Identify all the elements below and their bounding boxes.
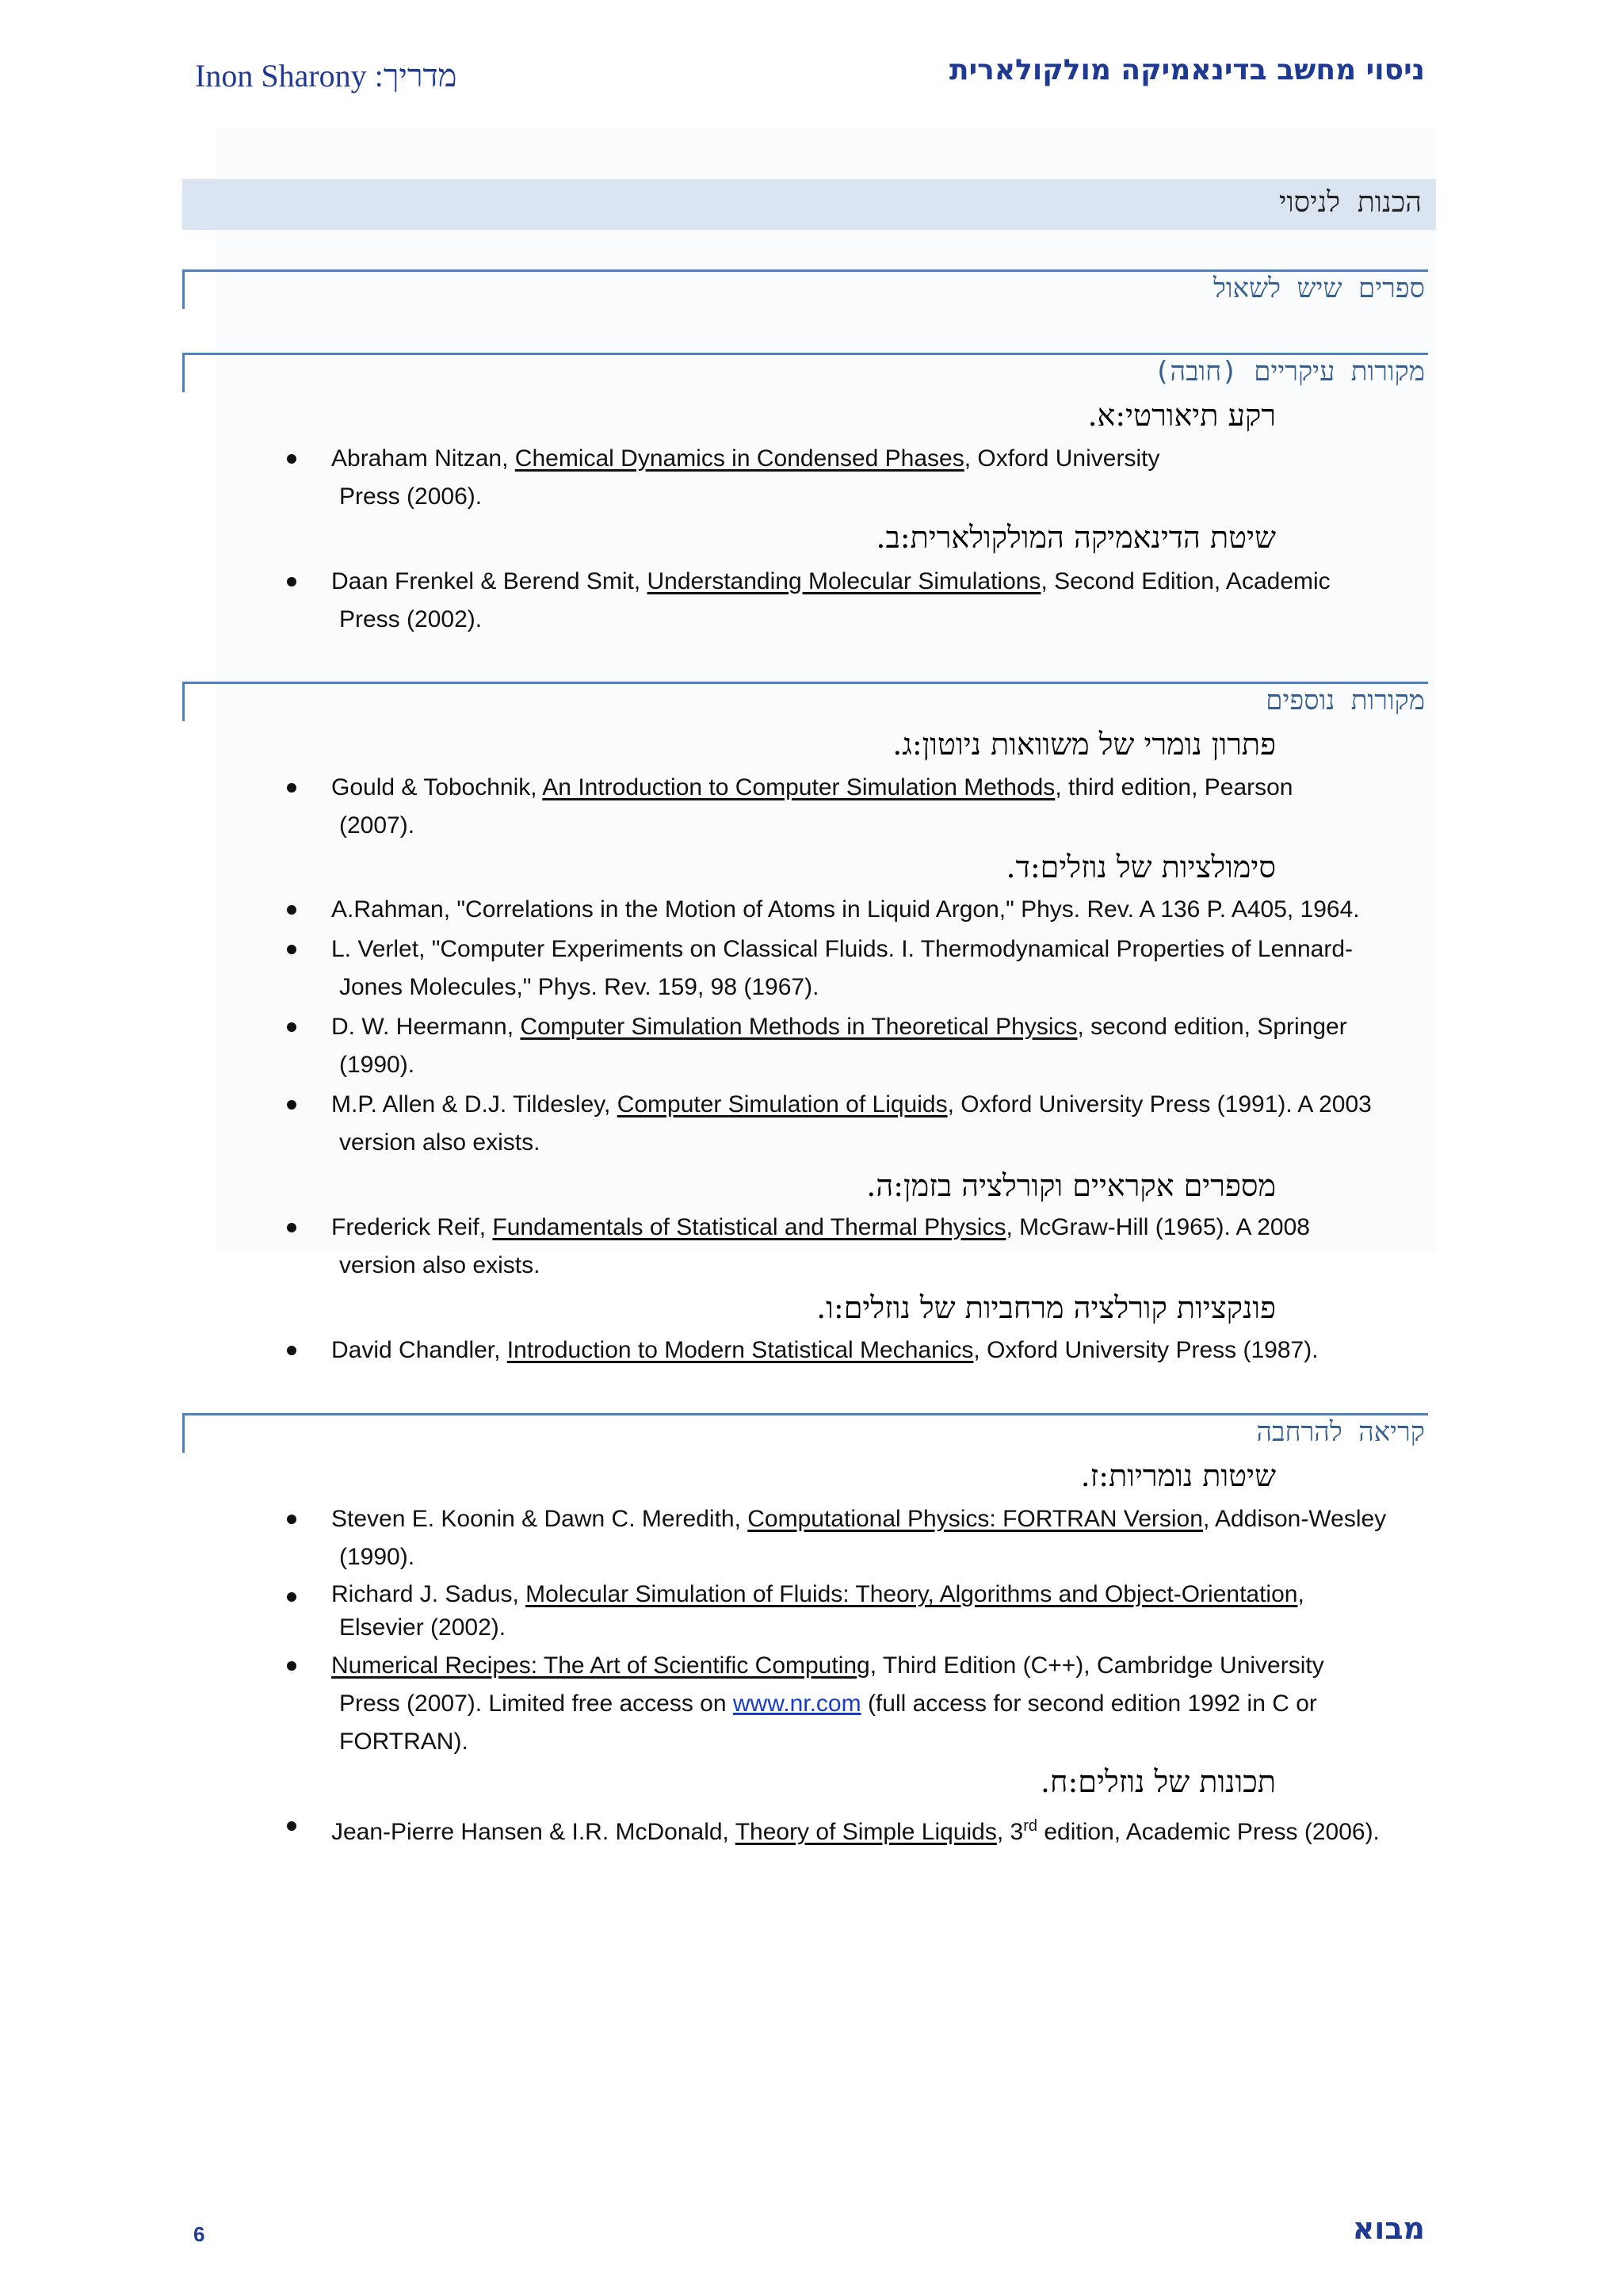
reference-publisher: , Oxford University Press (1991). A 2003 — [947, 1091, 1372, 1117]
subheading-marker: ו. — [816, 1290, 834, 1325]
reference-item — [290, 1209, 1439, 1285]
bullet — [287, 1821, 296, 1831]
section-rule-tick — [182, 353, 185, 392]
bullet — [287, 1515, 296, 1524]
reference-item — [290, 563, 1439, 639]
reference-publisher: , McGraw-Hill (1965). A 2008 — [1006, 1214, 1310, 1240]
section-title-additional-sources: מקורות נוספים — [1266, 685, 1425, 716]
reference-authors: Daan Frenkel & Berend Smit, — [331, 568, 647, 594]
reference-continuation: FORTRAN). — [339, 1729, 468, 1755]
reference-publisher: , Addison-Wesley — [1202, 1506, 1387, 1532]
reference-authors: Jean-Pierre Hansen & I.R. McDonald, — [331, 1819, 735, 1845]
reference-publisher: , 3 — [996, 1819, 1024, 1845]
subheading — [1059, 1458, 1276, 1494]
section-rule-tick — [182, 682, 185, 721]
reference-authors: M.P. Allen & D.J. Tildesley, — [331, 1091, 617, 1117]
subheading-label: תכונות של נוזלים: — [1067, 1764, 1276, 1799]
reference-publisher: , third edition, Pearson — [1055, 774, 1293, 800]
reference-item — [290, 1578, 1439, 1645]
subheading-label: שיטות נומריות: — [1098, 1458, 1276, 1493]
subheading — [1018, 1764, 1276, 1800]
reference-continuation: Press (2007). Limited free access on — [339, 1690, 733, 1717]
reference-item — [290, 440, 1233, 516]
section-title-books: ספרים שיש לשאול — [1213, 273, 1425, 304]
section-rule-tick — [182, 1413, 185, 1453]
section-rule — [182, 269, 1428, 272]
bullet — [287, 1223, 296, 1232]
bullet — [287, 1022, 296, 1032]
reference-continuation: (1990). — [339, 1052, 415, 1078]
subheading-label: פונקציות קורלציה מרחביות של נוזלים: — [833, 1290, 1276, 1325]
subheading — [794, 1290, 1276, 1326]
subheading — [983, 850, 1276, 885]
subheading — [854, 520, 1276, 556]
section-title-main-sources: מקורות עיקריים (חובה) — [1154, 356, 1425, 388]
section-rule — [182, 353, 1428, 355]
reference-authors: D. W. Heermann, — [331, 1014, 521, 1040]
bullet — [287, 1346, 296, 1355]
bullet — [287, 1100, 296, 1110]
subheading — [1065, 398, 1276, 434]
subheading-marker: ד. — [1006, 850, 1030, 884]
section-rule — [182, 682, 1428, 684]
subheading-label: סימולציות של נוזלים: — [1029, 850, 1276, 884]
bullet — [287, 1592, 296, 1602]
reference-continuation: (2007). — [339, 812, 415, 839]
reference-publisher: , Oxford University Press (1987). — [973, 1337, 1319, 1363]
reference-continuation: version also exists. — [339, 1129, 540, 1156]
subheading-marker: ג. — [892, 727, 912, 762]
reference-title: Numerical Recipes: The Art of Scientific Computing — [331, 1652, 870, 1679]
subheading-marker: ז. — [1080, 1458, 1099, 1493]
reference-item — [290, 1008, 1439, 1084]
subheading-marker: ח. — [1040, 1764, 1068, 1799]
section-rule-tick — [182, 269, 185, 309]
reference-publisher: , second edition, Springer — [1077, 1014, 1347, 1040]
course-title: ניסוי מחשב בדינאמיקה מולקולארית — [949, 54, 1425, 86]
footer-chapter-title: מבוא — [1352, 2211, 1425, 2246]
reference-item — [290, 930, 1439, 1007]
reference-continuation: Press (2002). — [339, 606, 483, 632]
instructor-label: Inon Sharony :מדריך — [195, 58, 457, 94]
bullet — [287, 945, 296, 954]
bullet — [287, 1661, 296, 1671]
reference-authors: Richard J. Sadus, — [331, 1581, 526, 1607]
reference-item — [290, 1647, 1439, 1761]
reference-item — [290, 1807, 1439, 1851]
subheading-label: מספרים אקראיים וקורלציה בזמן: — [893, 1168, 1276, 1203]
section-title-further-reading: קריאה להרחבה — [1256, 1416, 1425, 1448]
reference-continuation: Elsevier (2002). — [339, 1614, 506, 1641]
reference-item — [290, 1086, 1439, 1162]
reference-item — [290, 891, 1439, 929]
bullet — [287, 577, 296, 586]
reference-title: Understanding Molecular Simulations — [647, 568, 1041, 594]
subheading-marker: ב. — [876, 520, 900, 555]
reference-title: Fundamentals of Statistical and Thermal Physics — [492, 1214, 1006, 1240]
bullet — [287, 783, 296, 793]
subheading-marker: א. — [1087, 398, 1116, 433]
reference-authors: David Chandler, — [331, 1337, 507, 1363]
reference-text: L. Verlet, "Computer Experiments on Classical Fluids. I. Thermodynamical Properties of Lennard- — [331, 936, 1353, 962]
section-rule — [182, 1413, 1428, 1415]
subheading-marker: ה. — [866, 1168, 894, 1203]
reference-publisher: edition, Academic Press (2006). — [1037, 1819, 1380, 1845]
reference-publisher: , — [1297, 1581, 1304, 1607]
reference-title: Chemical Dynamics in Condensed Phases — [514, 445, 964, 472]
section-band — [182, 179, 1436, 230]
subheading-label: פתרון נומרי של משוואות ניוטון: — [911, 727, 1276, 762]
reference-title: Computer Simulation of Liquids — [617, 1091, 948, 1117]
subheading-label: רקע תיאורטי: — [1115, 398, 1276, 433]
reference-continuation: version also exists. — [339, 1252, 540, 1278]
reference-publisher: , Second Edition, Academic — [1041, 568, 1331, 594]
nr-website-link[interactable]: www.nr.com — [732, 1690, 861, 1717]
reference-continuation: (1990). — [339, 1544, 415, 1570]
reference-authors: Steven E. Koonin & Dawn C. Meredith, — [331, 1506, 748, 1532]
reference-authors: Frederick Reif, — [331, 1214, 493, 1240]
reference-title: An Introduction to Computer Simulation Methods — [542, 774, 1056, 800]
reference-publisher: , Oxford University — [964, 445, 1160, 472]
reference-item — [290, 769, 1439, 845]
reference-publisher: , Third Edition (C++), Cambridge University — [869, 1652, 1324, 1679]
reference-title: Molecular Simulation of Fluids: Theory, Algorithms and Object-Orientation — [525, 1581, 1298, 1607]
subheading — [844, 1168, 1276, 1204]
bullet — [287, 905, 296, 915]
reference-title: Computational Physics: FORTRAN Version — [747, 1506, 1203, 1532]
subheading — [870, 727, 1276, 762]
reference-title: Introduction to Modern Statistical Mechanics — [506, 1337, 974, 1363]
reference-continuation: (full access for second edition 1992 in C or — [861, 1690, 1317, 1717]
reference-continuation: Press (2006). — [339, 483, 483, 510]
superscript: rd — [1023, 1817, 1038, 1835]
reference-continuation: Jones Molecules," Phys. Rev. 159, 98 (1967). — [339, 974, 819, 1000]
reference-item — [290, 1331, 1439, 1370]
reference-title: Computer Simulation Methods in Theoretical Physics — [520, 1014, 1078, 1040]
reference-text: A.Rahman, "Correlations in the Motion of Atoms in Liquid Argon," Phys. Rev. A 136 P. A405, 1964. — [331, 896, 1360, 923]
subheading-label: שיטת הדינאמיקה המולקולארית: — [899, 520, 1276, 555]
reference-title: Theory of Simple Liquids — [735, 1819, 997, 1845]
bullet — [287, 454, 296, 464]
reference-item — [290, 1500, 1439, 1576]
reference-authors: Abraham Nitzan, — [331, 445, 515, 472]
page-number: 6 — [193, 2222, 205, 2246]
band-title: הכנות לניסוי — [1279, 186, 1422, 219]
reference-authors: Gould & Tobochnik, — [331, 774, 543, 800]
